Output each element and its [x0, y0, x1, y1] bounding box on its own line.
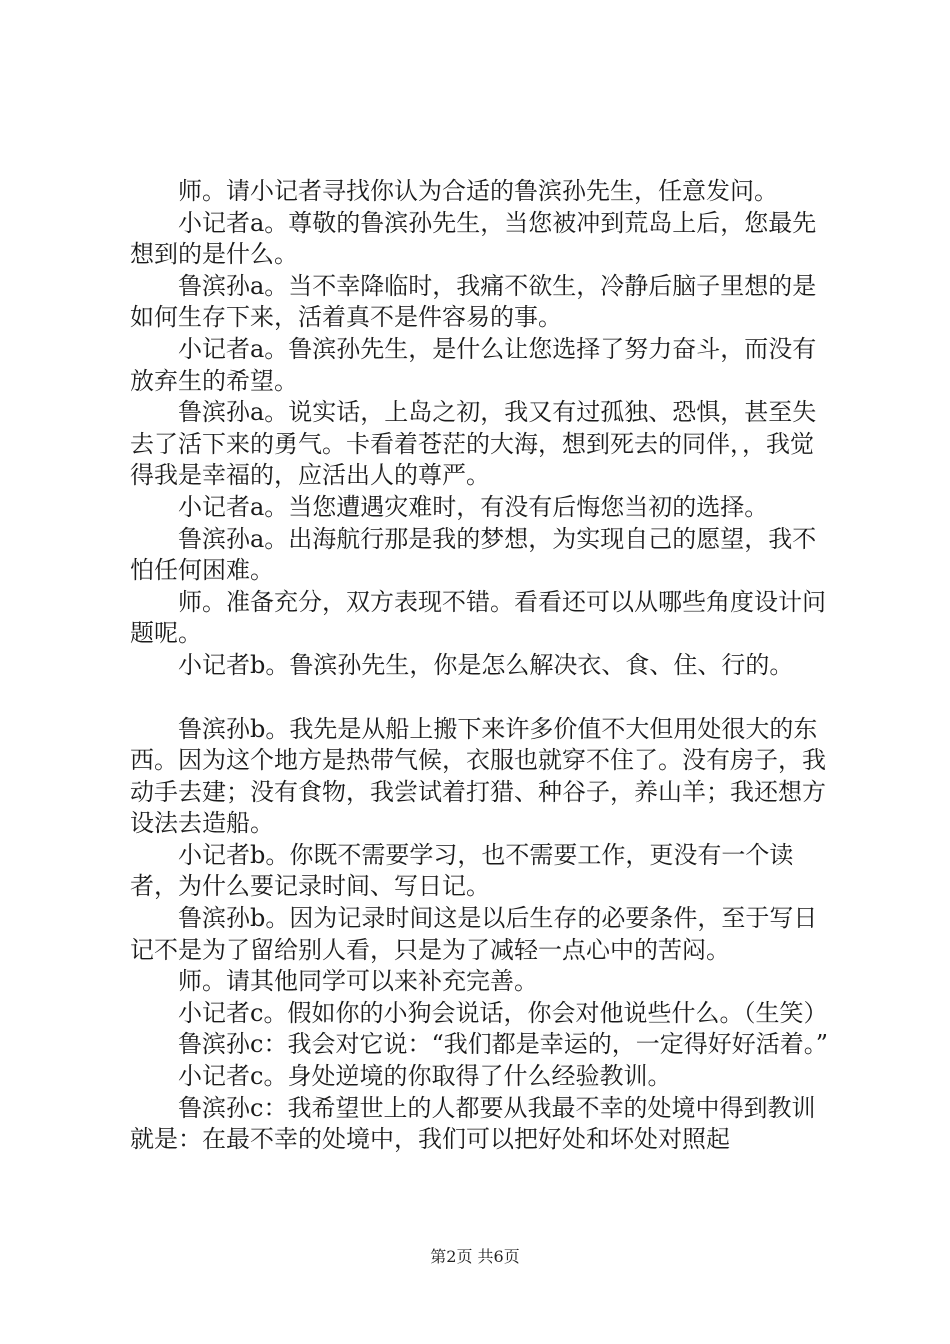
paragraph: 鲁滨孙a。当不幸降临时，我痛不欲生，冷静后脑子里想的是如何生存下来，活着真不是件容易的事。 [130, 271, 817, 332]
paragraph: 鲁滨孙c：我会对它说：“我们都是幸运的，一定得好好活着。” [178, 1030, 828, 1059]
paragraph: 小记者c。身处逆境的你取得了什么经验教训。 [178, 1062, 672, 1091]
document-body [130, 176, 830, 1156]
paragraph: 鲁滨孙b。因为记录时间这是以后生存的必要条件，至于写日记不是为了留给别人看，只是为了减轻一点心中的苦闷。 [130, 904, 818, 964]
paragraph: 师。请小记者寻找你认为合适的鲁滨孙先生，任意发问。 [178, 177, 778, 205]
paragraph: 小记者a。当您遭遇灾难时，有没有后悔您当初的选择。 [178, 492, 769, 521]
paragraph: 小记者a。鲁滨孙先生，是什么让您选择了努力奋斗，而没有放弃生的希望。 [130, 334, 817, 395]
paragraph: 小记者a。尊敬的鲁滨孙先生，当您被冲到荒岛上后，您最先想到的是什么。 [130, 208, 817, 269]
paragraph: 鲁滨孙a。出海航行那是我的梦想，为实现自己的愿望，我不怕任何困难。 [130, 524, 817, 585]
paragraph: 鲁滨孙c：我希望世上的人都要从我最不幸的处境中得到教训就是：在最不幸的处境中，我们可以把好处和坏处对照起 [130, 1093, 816, 1154]
paragraph: 鲁滨孙b。我先是从船上搬下来许多价值不大但用处很大的东西。因为这个地方是热带气候，衣服也就穿不住了。没有房子，我动手去建；没有食物，我尝试着打猎、种谷子，养山羊；我还想方设法去造船。 [130, 714, 826, 838]
paragraph: 小记者b。鲁滨孙先生，你是怎么解决衣、食、住、行的。 [178, 650, 794, 679]
page-number-footer: 第2页 共6页 [430, 1247, 520, 1266]
paragraph: 师。请其他同学可以来补充完善。 [178, 967, 538, 996]
paragraph: 小记者c。假如你的小狗会说话，你会对他说些什么。（生笑） [178, 998, 828, 1027]
paragraph: 师。准备充分，双方表现不错。看看还可以从哪些角度设计问题呢。 [130, 587, 826, 648]
paragraph: 小记者b。你既不需要学习，也不需要工作，更没有一个读者，为什么要记录时间、写日记。 [130, 840, 794, 901]
paragraph: 鲁滨孙a。说实话，上岛之初，我又有过孤独、恐惧，甚至失去了活下来的勇气。卡看着苍茫的大海，想到死去的同伴，，我觉得我是幸福的，应活出人的尊严。 [130, 398, 817, 490]
